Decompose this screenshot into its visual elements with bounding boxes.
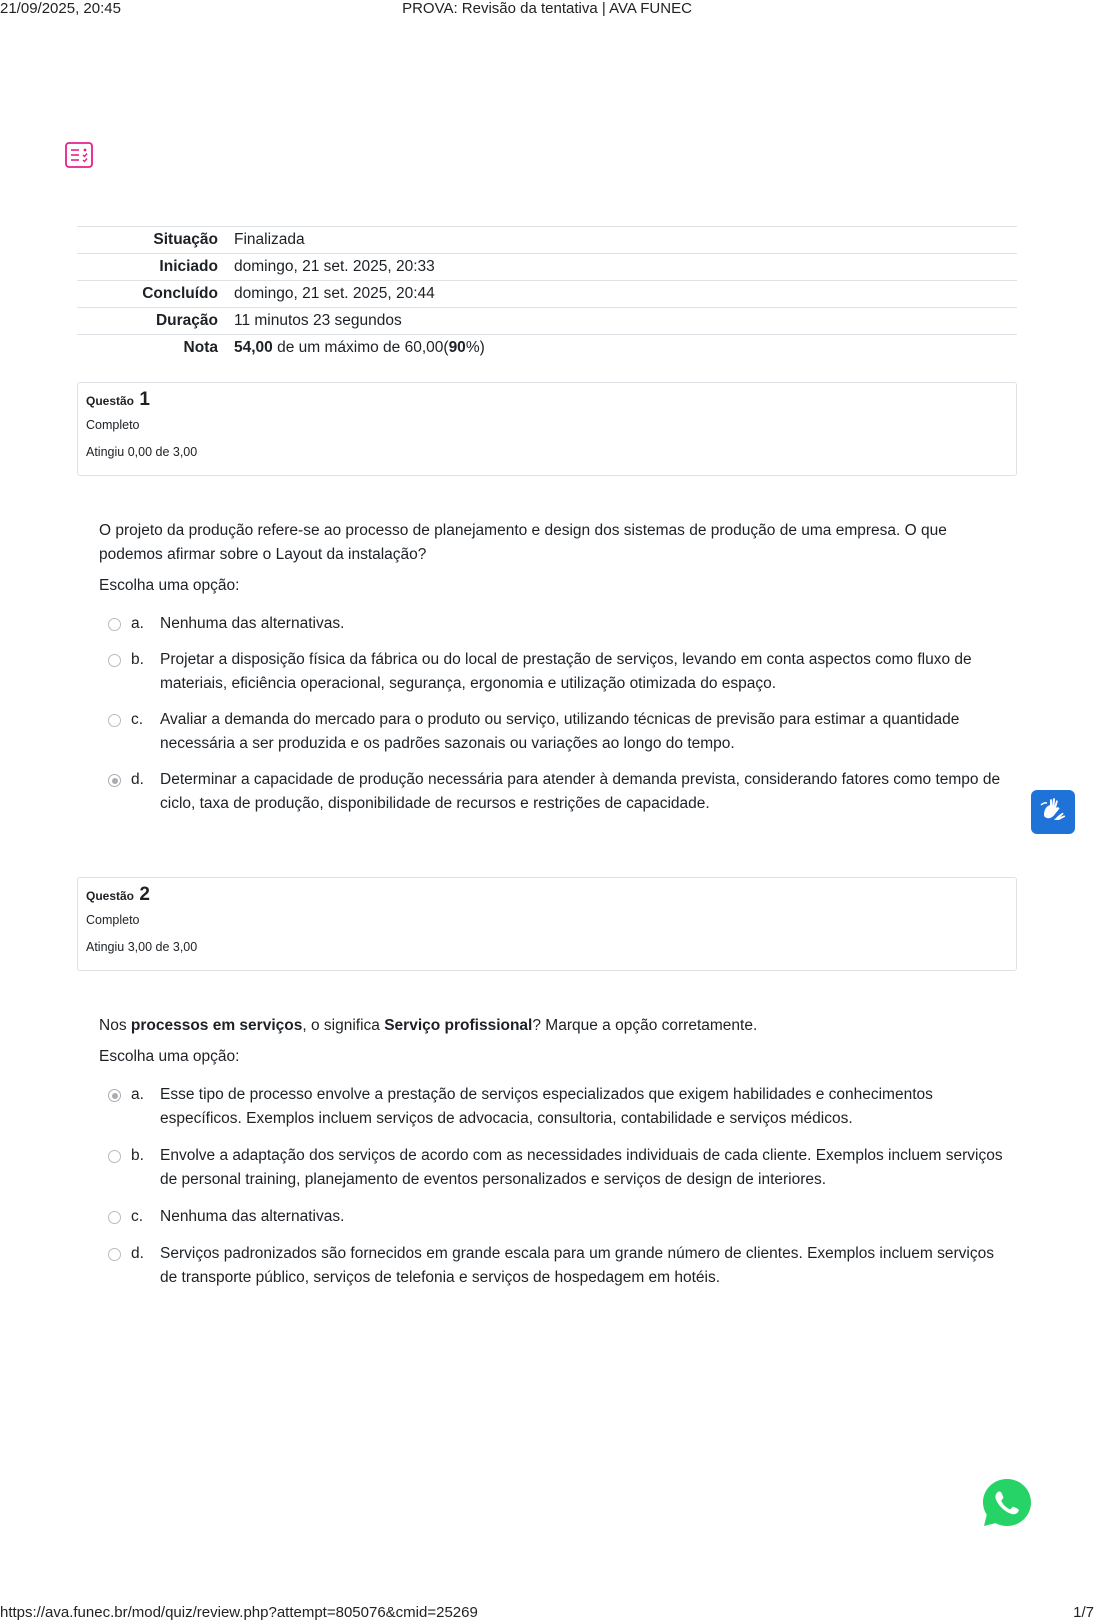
answer-letter: c. xyxy=(131,711,144,728)
question-number xyxy=(86,389,1008,411)
question-number-value: 2 xyxy=(139,884,150,905)
print-title: PROVA: Revisão da tentativa | AVA FUNEC xyxy=(402,0,692,17)
summary-value: domingo, 21 set. 2025, 20:33 xyxy=(234,258,435,275)
answer-letter: d. xyxy=(131,771,144,788)
question-number xyxy=(86,884,1008,906)
radio-button[interactable] xyxy=(108,654,121,667)
question-2-answer-d[interactable] xyxy=(108,1242,1004,1290)
whatsapp-icon xyxy=(980,1517,1034,1534)
qtext-bold: Serviço profissional xyxy=(384,1017,533,1034)
grade-percent-end: %) xyxy=(465,339,485,357)
question-2-prompt: Escolha uma opção: xyxy=(99,1048,240,1065)
question-grade: Atingiu 0,00 de 3,00 xyxy=(86,445,198,459)
question-label: Questão xyxy=(86,889,135,903)
answer-letter: c. xyxy=(131,1208,144,1225)
summary-value: Finalizada xyxy=(234,231,305,248)
radio-button[interactable] xyxy=(108,714,121,727)
question-grade: Atingiu 3,00 de 3,00 xyxy=(86,940,198,954)
sign-language-icon xyxy=(1038,795,1068,830)
summary-row-duracao xyxy=(77,308,1017,335)
question-2-answer-a[interactable] xyxy=(108,1083,1004,1131)
question-label: Questão xyxy=(86,394,135,408)
summary-row-nota xyxy=(77,335,1017,362)
summary-label: Duração xyxy=(155,312,218,329)
qtext-part: , o significa xyxy=(302,1017,385,1034)
grade-max: de um máximo de 60,00( xyxy=(272,339,449,357)
question-1-answer-a[interactable] xyxy=(108,612,1004,636)
question-2-info xyxy=(77,877,1017,971)
radio-button-selected[interactable] xyxy=(108,774,121,787)
print-datetime: 21/09/2025, 20:45 xyxy=(0,0,121,17)
qtext-part: Nos xyxy=(99,1017,131,1034)
quiz-list-icon xyxy=(65,142,93,168)
question-2-text xyxy=(99,1014,1004,1038)
question-2-answer-b[interactable] xyxy=(108,1144,1004,1192)
question-1-info xyxy=(77,382,1017,476)
answer-text: Nenhuma das alternativas. xyxy=(160,1208,345,1225)
print-header xyxy=(0,0,1094,18)
print-footer xyxy=(0,1604,1094,1623)
sign-language-button[interactable] xyxy=(1031,790,1075,834)
answer-text: Serviços padronizados são fornecidos em grande escala para um grande número de clientes. Exemplos incluem serviços de transporte público, serviços de telefonia e serviços de hospedagem em hotéis. xyxy=(160,1245,994,1286)
answer-letter: b. xyxy=(131,651,144,668)
attempt-summary-table xyxy=(77,226,1017,362)
question-state: Completo xyxy=(86,418,140,432)
answer-letter: a. xyxy=(131,615,144,632)
answer-letter: d. xyxy=(131,1245,144,1262)
question-1-text: O projeto da produção refere-se ao processo de planejamento e design dos sistemas de produção de uma empresa. O que podemos afirmar sobre o Layout da instalação? xyxy=(99,522,947,563)
summary-label: Situação xyxy=(153,231,218,248)
question-2-answer-c[interactable] xyxy=(108,1205,1004,1229)
summary-label: Nota xyxy=(183,339,218,357)
summary-row-situacao xyxy=(77,227,1017,254)
grade-score: 54,00 xyxy=(234,339,273,357)
summary-value: domingo, 21 set. 2025, 20:44 xyxy=(234,285,435,302)
qtext-part: ? Marque a opção corretamente. xyxy=(532,1017,758,1034)
print-page-number: 1/7 xyxy=(1073,1604,1094,1621)
whatsapp-button[interactable] xyxy=(980,1476,1034,1530)
answer-letter: b. xyxy=(131,1147,144,1164)
question-1-prompt: Escolha uma opção: xyxy=(99,577,240,594)
radio-button[interactable] xyxy=(108,1211,121,1224)
radio-button[interactable] xyxy=(108,1150,121,1163)
print-url: https://ava.funec.br/mod/quiz/review.php?attempt=805076&cmid=25269 xyxy=(0,1604,478,1621)
summary-value: 11 minutos 23 segundos xyxy=(234,312,402,329)
question-number-value: 1 xyxy=(139,389,150,410)
answer-text: Nenhuma das alternativas. xyxy=(160,615,345,632)
summary-row-iniciado xyxy=(77,254,1017,281)
answer-text: Avaliar a demanda do mercado para o produto ou serviço, utilizando técnicas de previsão para estimar a quantidade necessária a ser produzida e os padrões sazonais ou variações ao longo do tempo. xyxy=(160,711,960,752)
question-1-answer-b[interactable] xyxy=(108,648,1004,696)
answer-text: Esse tipo de processo envolve a prestação de serviços especializados que exigem habilidades e conhecimentos específicos. Exemplos incluem serviços de advocacia, consultoria, contabilidade e serviços médicos. xyxy=(160,1086,933,1127)
grade-percent: 90 xyxy=(448,339,466,357)
question-1-answer-d[interactable] xyxy=(108,768,1004,816)
qtext-bold: processos em serviços xyxy=(130,1017,303,1034)
summary-label: Concluído xyxy=(142,285,218,302)
summary-row-concluido xyxy=(77,281,1017,308)
radio-button[interactable] xyxy=(108,1248,121,1261)
answer-text: Envolve a adaptação dos serviços de acordo com as necessidades individuais de cada cliente. Exemplos incluem serviços de personal training, planejamento de eventos personalizados e serviços de design de interiores. xyxy=(160,1147,1003,1188)
question-state: Completo xyxy=(86,913,140,927)
answer-letter: a. xyxy=(131,1086,144,1103)
grade-value xyxy=(234,335,1017,362)
question-1-answer-c[interactable] xyxy=(108,708,1004,756)
radio-button-selected[interactable] xyxy=(108,1089,121,1102)
answer-text: Determinar a capacidade de produção necessária para atender à demanda prevista, considerando fatores como tempo de ciclo, taxa de produção, disponibilidade de recursos e restrições de capacidade. xyxy=(160,771,1001,812)
summary-label: Iniciado xyxy=(159,258,218,275)
radio-button[interactable] xyxy=(108,618,121,631)
answer-text: Projetar a disposição física da fábrica ou do local de prestação de serviços, levando em conta aspectos como fluxo de materiais, eficiência operacional, segurança, ergonomia e utilização otimizada do espaço. xyxy=(160,651,972,692)
